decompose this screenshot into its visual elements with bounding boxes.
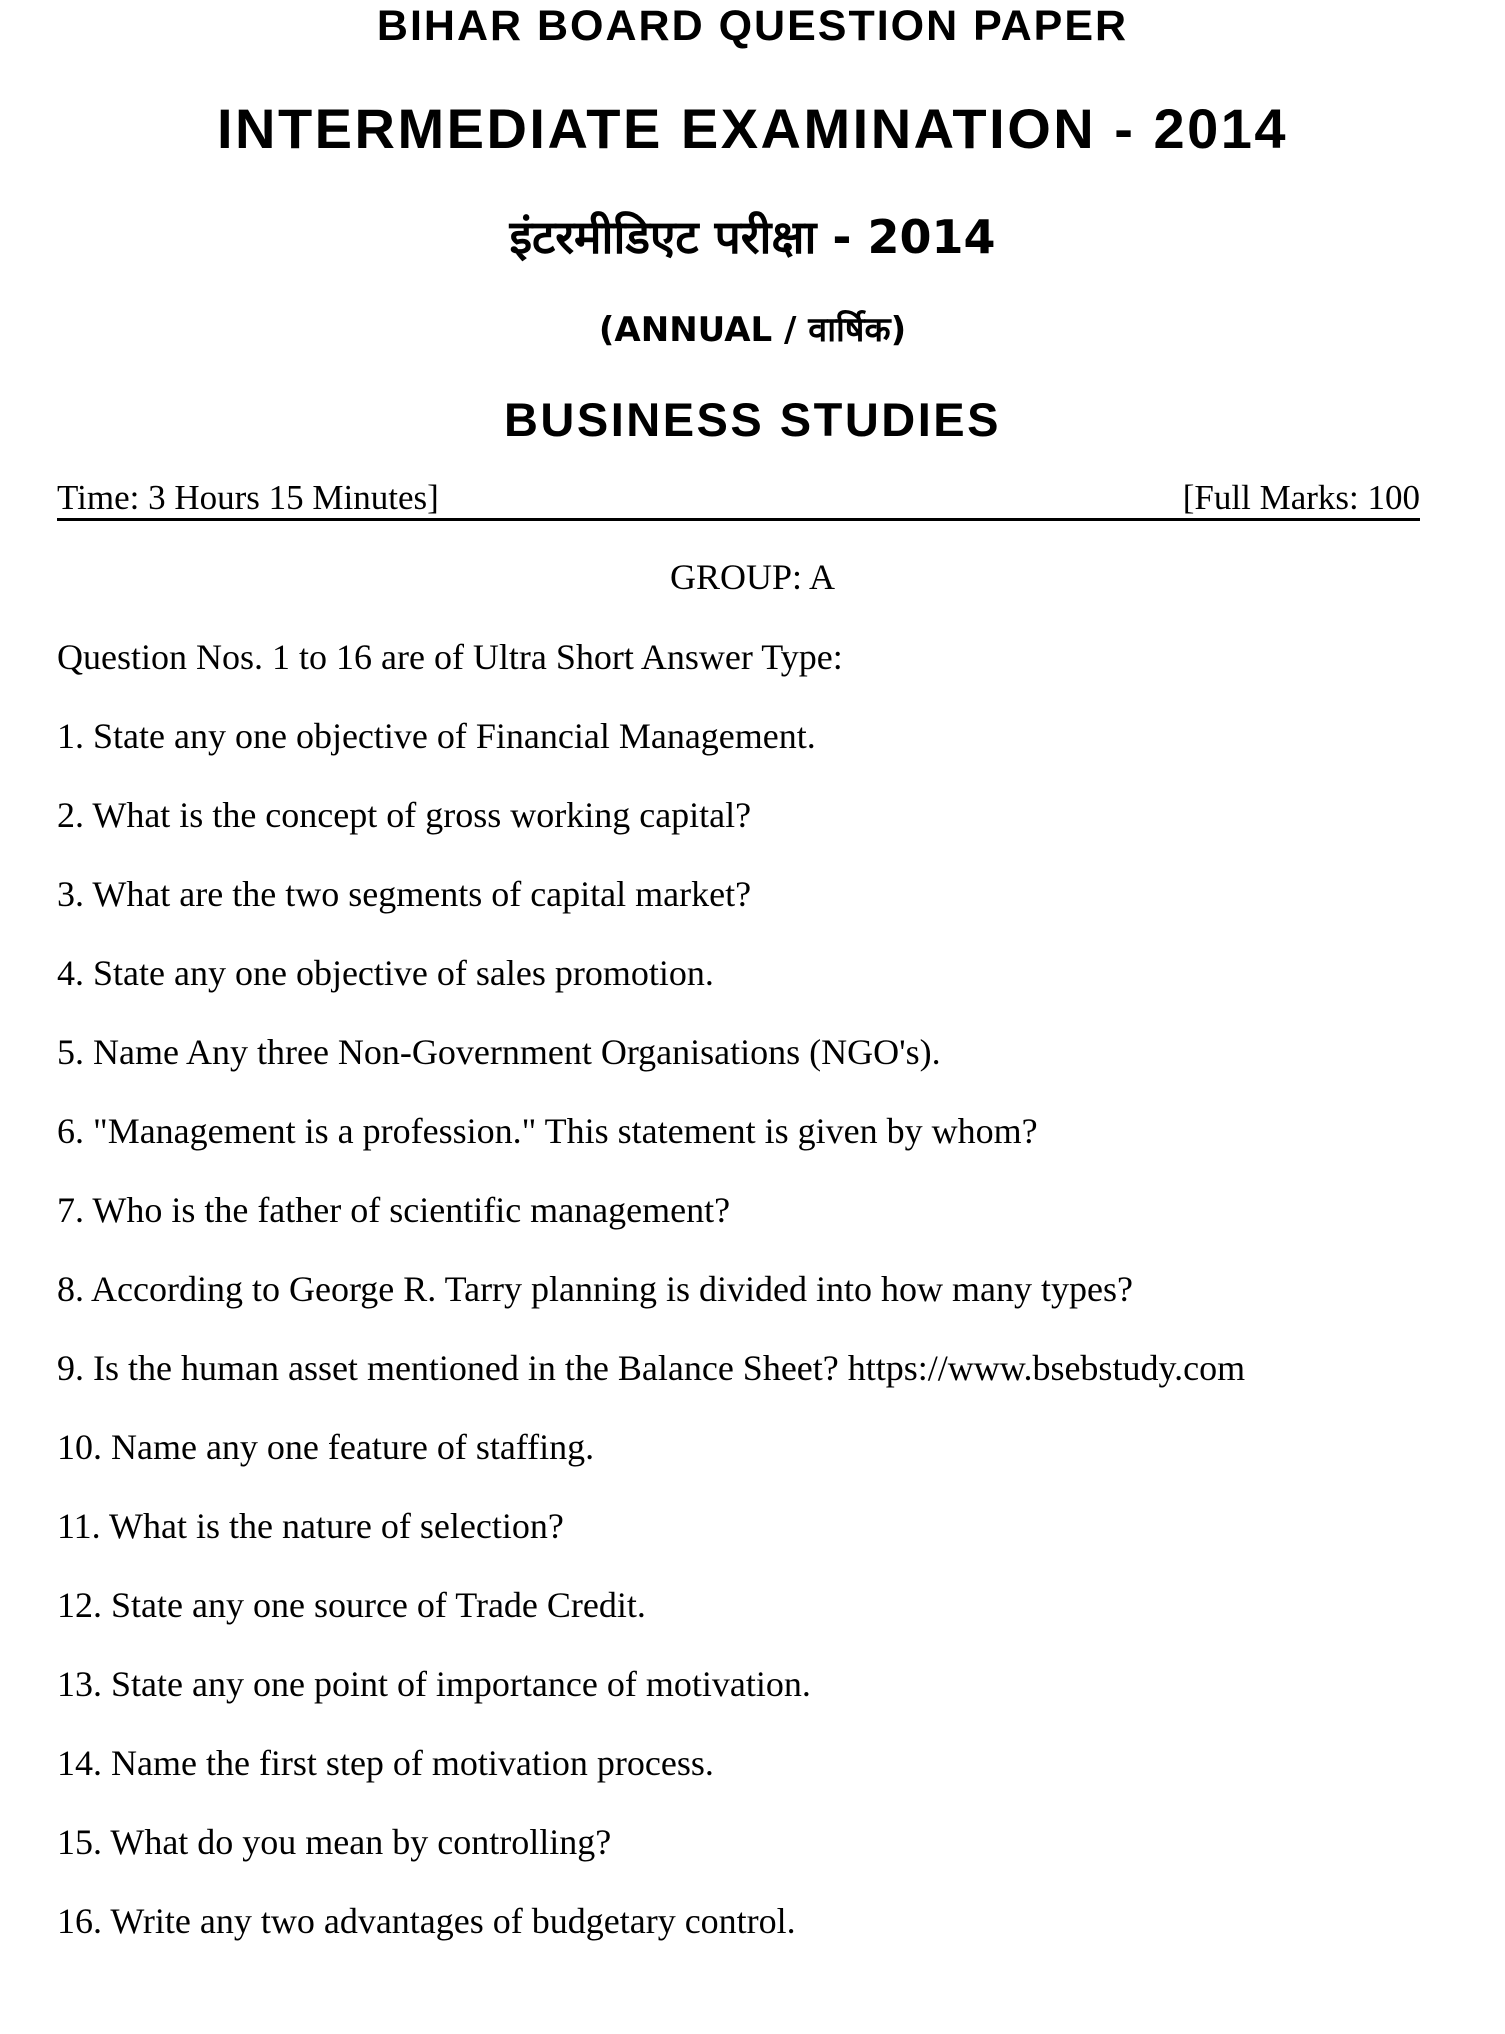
full-marks: [Full Marks: 100 bbox=[1182, 478, 1420, 517]
time-duration: Time: 3 Hours 15 Minutes] bbox=[57, 478, 439, 517]
question-item: 3. What are the two segments of capital market? bbox=[57, 874, 752, 914]
question-item: 14. Name the first step of motivation process. bbox=[57, 1743, 714, 1783]
question-item: 11. What is the nature of selection? bbox=[57, 1506, 564, 1546]
question-item: 7. Who is the father of scientific management? bbox=[57, 1190, 731, 1230]
board-title: BIHAR BOARD QUESTION PAPER bbox=[376, 2, 1129, 50]
question-item: 8. According to George R. Tarry planning is divided into how many types? bbox=[57, 1269, 1133, 1309]
question-item: 6. "Management is a profession." This statement is given by whom? bbox=[57, 1111, 1038, 1151]
question-item: 16. Write any two advantages of budgetary control. bbox=[57, 1901, 796, 1941]
group-title: GROUP: A bbox=[669, 557, 836, 597]
question-item: 1. State any one objective of Financial Management. bbox=[57, 716, 816, 756]
exam-title-hindi bbox=[0, 205, 1505, 267]
question-item: 9. Is the human asset mentioned in the Balance Sheet? https://www.bsebstudy.com bbox=[57, 1348, 1246, 1388]
question-item: 10. Name any one feature of staffing. bbox=[57, 1427, 595, 1467]
subject-title: BUSINESS STUDIES bbox=[503, 393, 1002, 446]
question-item: 2. What is the concept of gross working capital? bbox=[57, 795, 752, 835]
time-marks-row bbox=[57, 478, 1420, 521]
question-item: 5. Name Any three Non-Government Organisations (NGO's). bbox=[57, 1032, 941, 1072]
exam-session bbox=[0, 305, 1505, 351]
exam-session-text: (ANNUAL / वार्षिक) bbox=[598, 310, 907, 350]
exam-title: INTERMEDIATE EXAMINATION - 2014 bbox=[216, 97, 1289, 160]
question-item: 13. State any one point of importance of motivation. bbox=[57, 1664, 811, 1704]
question-item: 15. What do you mean by controlling? bbox=[57, 1822, 612, 1862]
question-item: 4. State any one objective of sales promotion. bbox=[57, 953, 714, 993]
question-item: 12. State any one source of Trade Credit. bbox=[57, 1585, 646, 1625]
exam-title-hindi-text: इंटरमीडिएट परीक्षा - 2014 bbox=[509, 210, 996, 264]
group-instruction: Question Nos. 1 to 16 are of Ultra Short Answer Type: bbox=[57, 637, 843, 677]
